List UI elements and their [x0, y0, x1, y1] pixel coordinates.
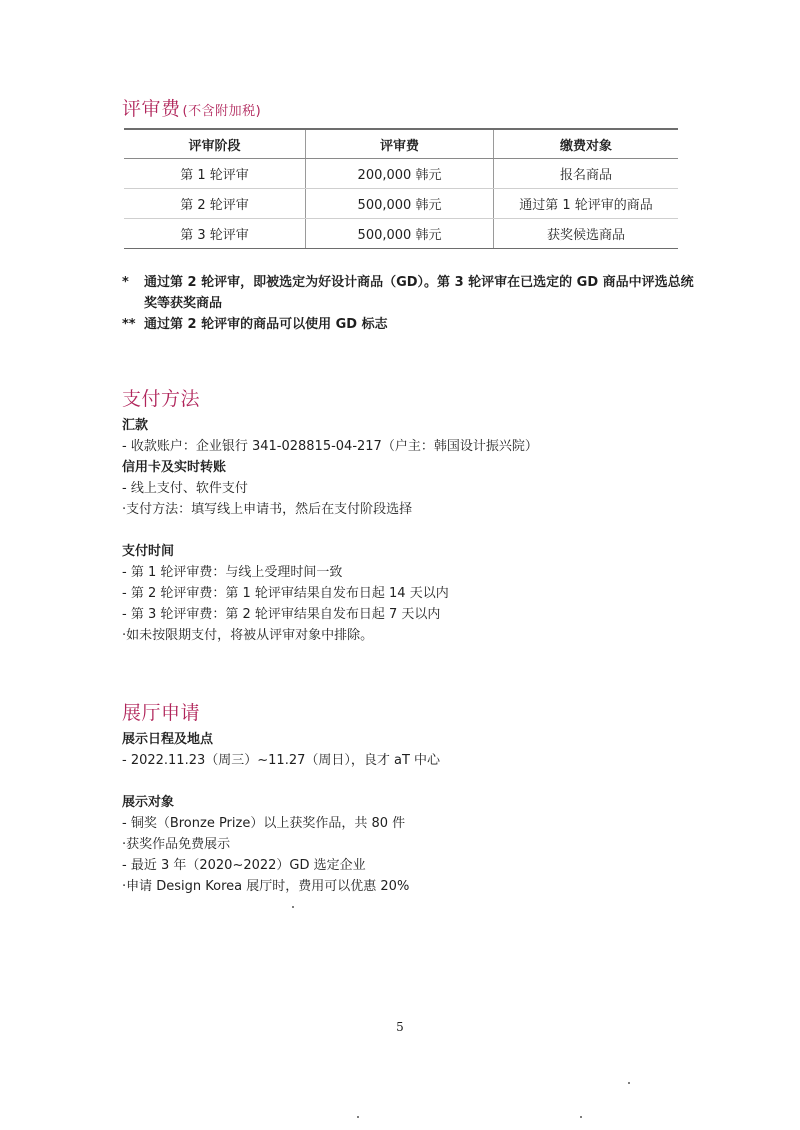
header-fee: 评审费 [306, 129, 494, 159]
table-row [124, 159, 678, 189]
fees-notes [122, 272, 702, 335]
page-number: 5 [396, 1020, 404, 1034]
fees-table-header [124, 129, 678, 159]
cell-fee: 200,000 韩元 [306, 159, 494, 189]
cell-fee: 500,000 韩元 [306, 189, 494, 219]
time-line: - 第 3 轮评审费：第 2 轮评审结果自发布日起 7 天以内 [122, 607, 441, 622]
header-stage: 评审阶段 [124, 129, 306, 159]
target-line: - 铜奖（Bronze Prize）以上获奖作品，共 80 件 [122, 816, 406, 831]
cell-target: 报名商品 [494, 159, 679, 189]
transfer-line: - 收款账户：企业银行 341-028815-04-217（户主：韩国设计振兴院） [122, 439, 538, 454]
target-line: ·申请 Design Korea 展厅时，费用可以优惠 20% [122, 879, 410, 894]
cell-target: 获奖候选商品 [494, 219, 679, 249]
card-heading: 信用卡及实时转账 [122, 460, 227, 475]
card-line: ·支付方法：填写线上申请书，然后在支付阶段选择 [122, 502, 413, 517]
schedule-line: - 2022.11.23（周三）~11.27（周日），良才 aT 中心 [122, 753, 441, 768]
exhibition-section-title: 展厅申请 [122, 702, 201, 724]
header-target: 缴费对象 [494, 129, 679, 159]
table-row [124, 219, 678, 249]
scan-speck [357, 1116, 359, 1118]
fees-section-title [122, 94, 261, 121]
target-line: - 最近 3 年（2020~2022）GD 选定企业 [122, 858, 366, 873]
note-mark: * [122, 275, 129, 290]
note-text: 通过第 2 轮评审的商品可以使用 GD 标志 [144, 317, 388, 332]
note-2 [122, 314, 702, 335]
exhibition-block [122, 729, 702, 897]
scan-speck [628, 1082, 630, 1084]
table-row [124, 189, 678, 219]
fees-table [124, 128, 678, 249]
payment-section-title: 支付方法 [122, 388, 201, 410]
note-1 [122, 272, 702, 314]
time-line: - 第 2 轮评审费：第 1 轮评审结果自发布日起 14 天以内 [122, 586, 449, 601]
cell-stage: 第 3 轮评审 [124, 219, 306, 249]
cell-stage: 第 2 轮评审 [124, 189, 306, 219]
note-text: 通过第 2 轮评审，即被选定为好设计商品（GD）。第 3 轮评审在已选定的 GD 商品中评选总统奖等获奖商品 [144, 275, 694, 311]
time-heading: 支付时间 [122, 544, 175, 559]
scan-speck [580, 1116, 582, 1118]
cell-stage: 第 1 轮评审 [124, 159, 306, 189]
scan-speck [292, 906, 294, 908]
time-line: ·如未按限期支付，将被从评审对象中排除。 [122, 628, 374, 643]
time-line: - 第 1 轮评审费：与线上受理时间一致 [122, 565, 343, 580]
note-mark: ** [122, 317, 136, 332]
fees-title: 评审费 [122, 98, 181, 120]
cell-fee: 500,000 韩元 [306, 219, 494, 249]
target-heading: 展示对象 [122, 795, 175, 810]
target-line: ·获奖作品免费展示 [122, 837, 231, 852]
schedule-heading: 展示日程及地点 [122, 732, 214, 747]
fees-subtitle: (不含附加税) [182, 104, 262, 119]
transfer-heading: 汇款 [122, 418, 149, 433]
payment-block [122, 415, 702, 646]
card-line: - 线上支付、软件支付 [122, 481, 248, 496]
cell-target: 通过第 1 轮评审的商品 [494, 189, 679, 219]
